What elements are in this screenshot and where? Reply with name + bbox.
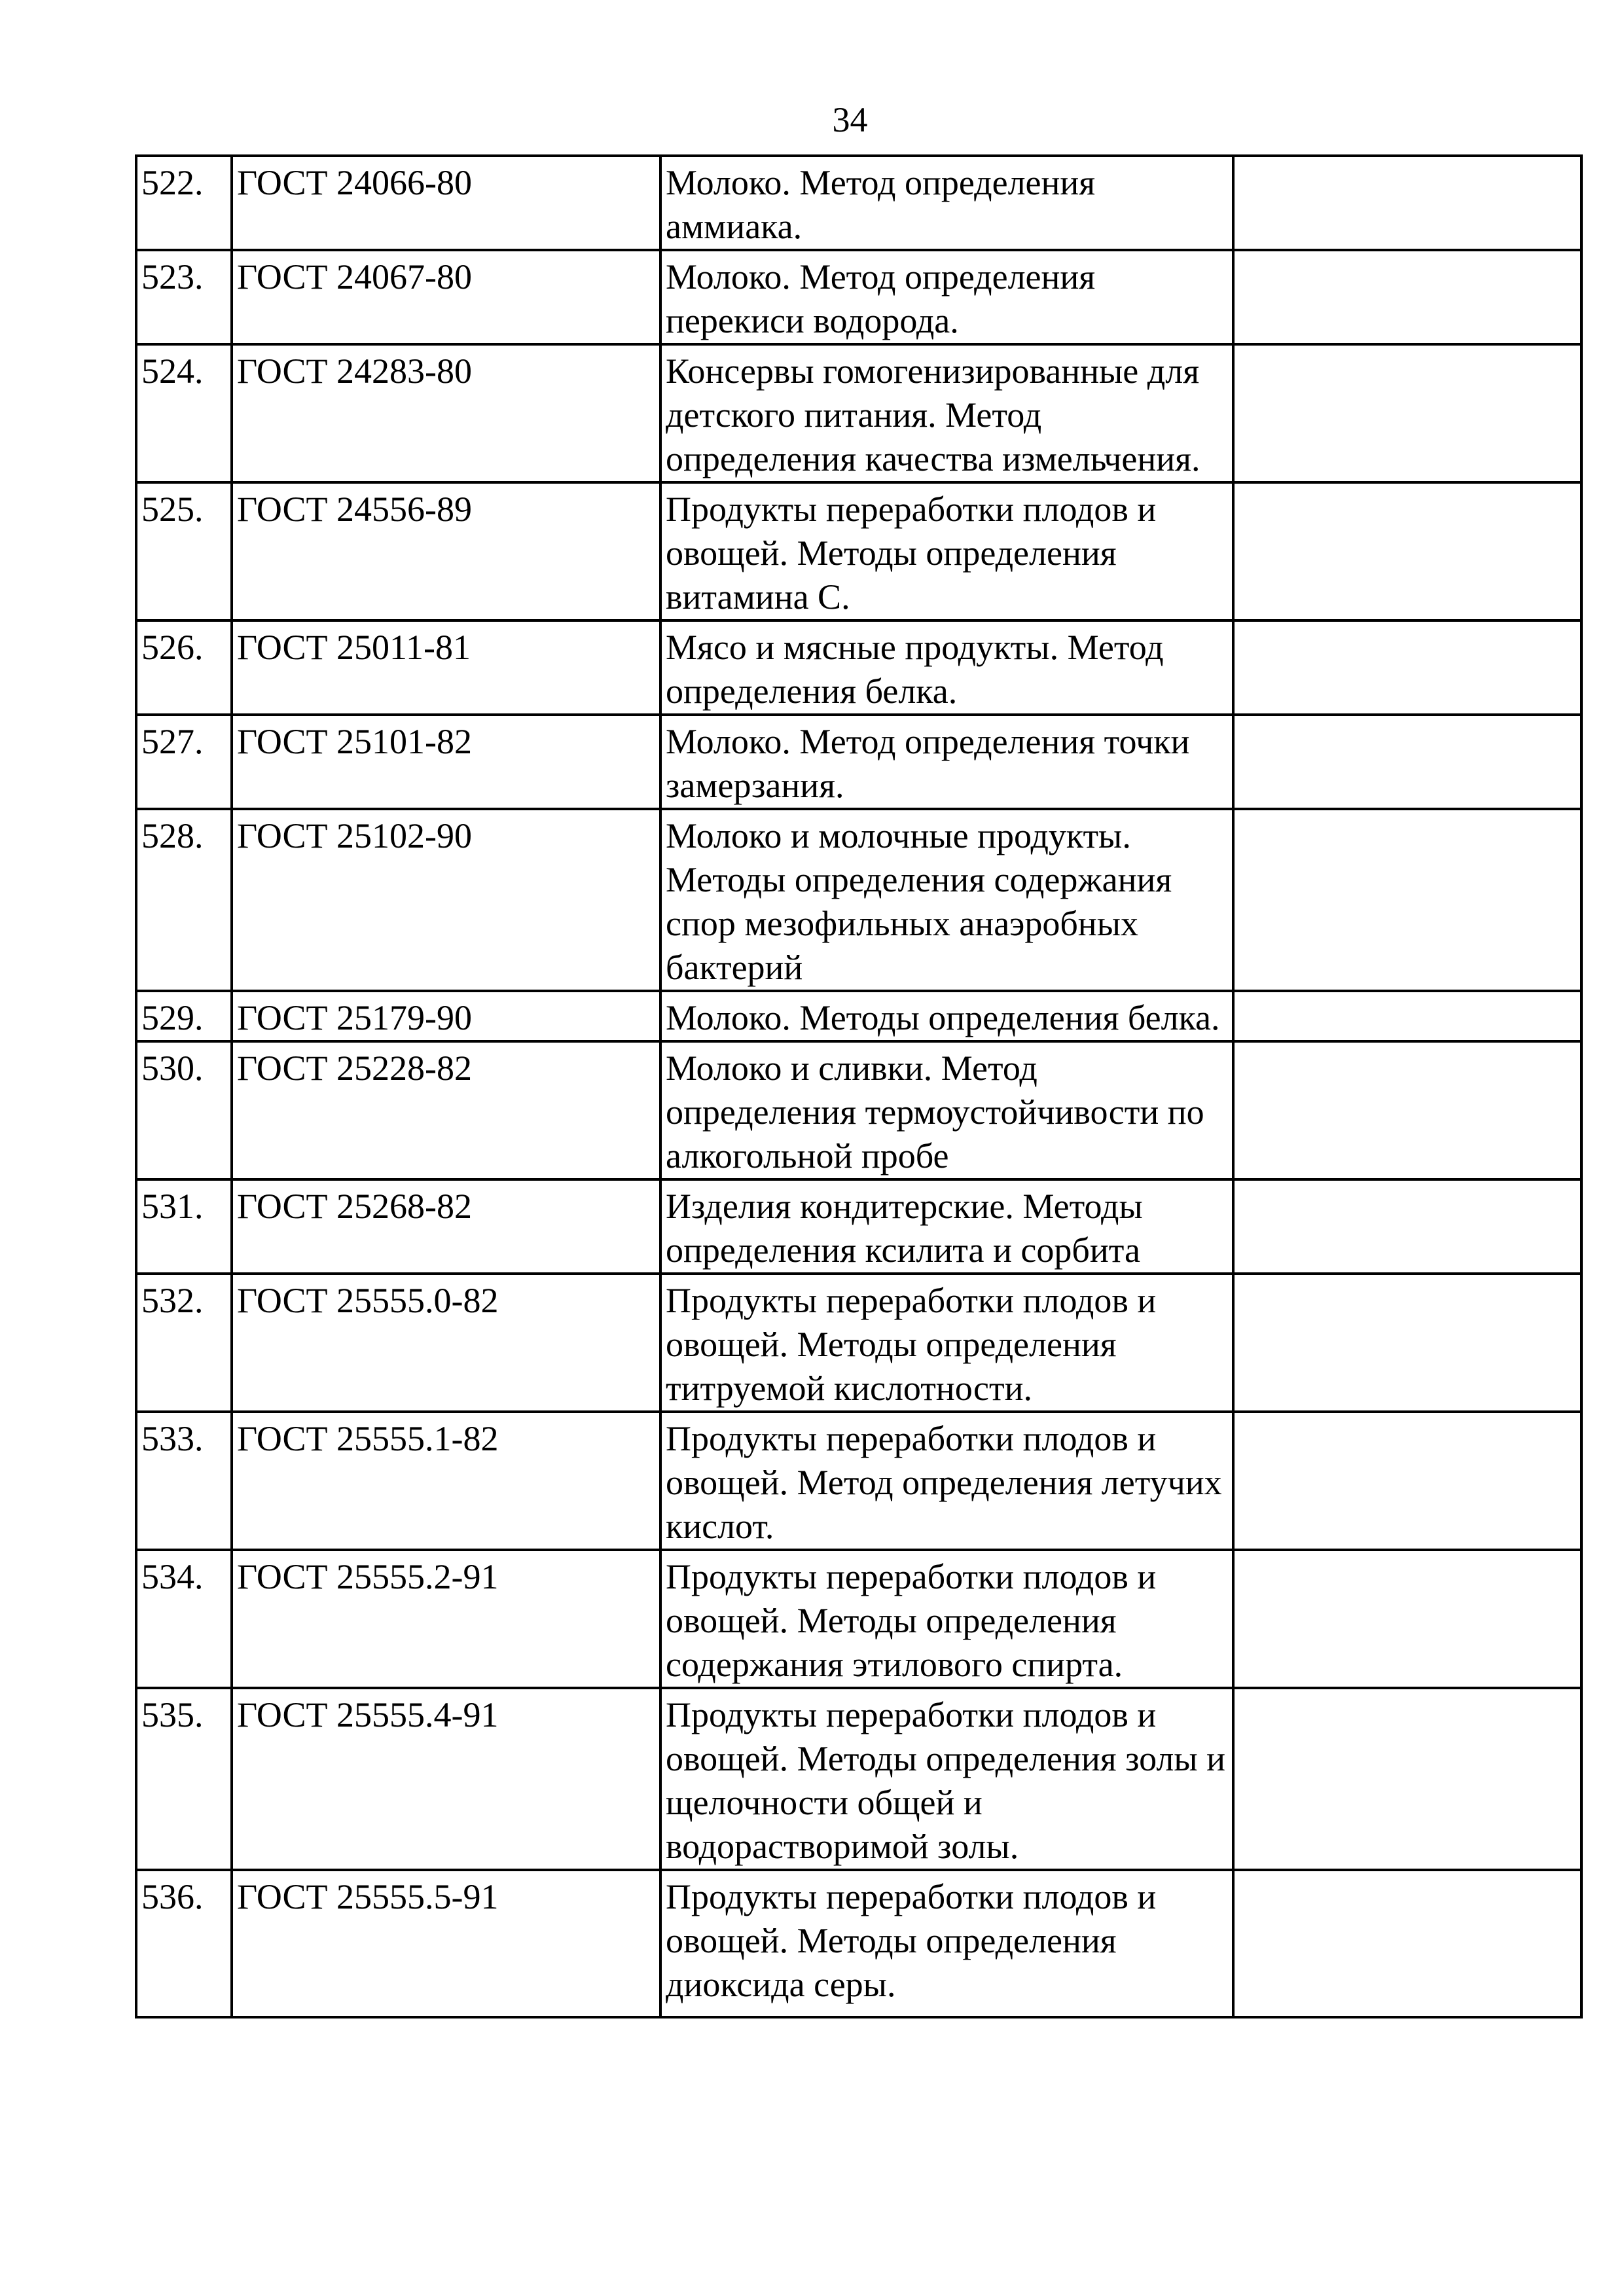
standard-code: ГОСТ 24066-80 — [232, 156, 660, 250]
standard-title: Продукты переработки плодов и овощей. Методы определения титруемой кислотности. — [660, 1274, 1233, 1412]
row-number: 536. — [136, 1870, 232, 2017]
standard-code: ГОСТ 25555.0-82 — [232, 1274, 660, 1412]
standard-code: ГОСТ 25102-90 — [232, 809, 660, 991]
standard-code: ГОСТ 25011-81 — [232, 620, 660, 715]
note-cell — [1233, 1870, 1581, 2017]
table-row — [136, 1179, 1581, 1274]
standard-title: Молоко. Метод определения точки замерзания. — [660, 715, 1233, 809]
table-row — [136, 482, 1581, 620]
row-number: 526. — [136, 620, 232, 715]
standard-title: Консервы гомогенизированные для детского питания. Метод определения качества измельчения. — [660, 344, 1233, 482]
row-number: 532. — [136, 1274, 232, 1412]
table-row — [136, 1688, 1581, 1870]
standard-code: ГОСТ 25179-90 — [232, 991, 660, 1041]
note-cell — [1233, 482, 1581, 620]
table-row — [136, 1550, 1581, 1688]
row-number: 530. — [136, 1041, 232, 1179]
note-cell — [1233, 156, 1581, 250]
note-cell — [1233, 344, 1581, 482]
row-number: 534. — [136, 1550, 232, 1688]
row-number: 524. — [136, 344, 232, 482]
row-number: 528. — [136, 809, 232, 991]
standard-code: ГОСТ 25555.5-91 — [232, 1870, 660, 2017]
table-row — [136, 715, 1581, 809]
standard-title: Продукты переработки плодов и овощей. Методы определения содержания этилового спирта. — [660, 1550, 1233, 1688]
standard-code: ГОСТ 25228-82 — [232, 1041, 660, 1179]
table-row — [136, 250, 1581, 344]
note-cell — [1233, 1412, 1581, 1550]
standard-title: Продукты переработки плодов и овощей. Методы определения золы и щелочности общей и водорастворимой золы. — [660, 1688, 1233, 1870]
row-number: 531. — [136, 1179, 232, 1274]
standard-title: Молоко и молочные продукты. Методы определения содержания спор мезофильных анаэробных бактерий — [660, 809, 1233, 991]
page-number: 34 — [832, 100, 868, 139]
row-number: 535. — [136, 1688, 232, 1870]
note-cell — [1233, 1179, 1581, 1274]
standard-code: ГОСТ 24067-80 — [232, 250, 660, 344]
standard-title: Продукты переработки плодов и овощей. Методы определения витамина С. — [660, 482, 1233, 620]
standard-code: ГОСТ 24283-80 — [232, 344, 660, 482]
standard-title: Продукты переработки плодов и овощей. Метод определения летучих кислот. — [660, 1412, 1233, 1550]
table-row — [136, 1041, 1581, 1179]
standard-title: Молоко. Метод определения аммиака. — [660, 156, 1233, 250]
row-number: 525. — [136, 482, 232, 620]
table-row — [136, 344, 1581, 482]
standards-table — [135, 154, 1583, 2018]
table-row — [136, 620, 1581, 715]
standard-code: ГОСТ 24556-89 — [232, 482, 660, 620]
table-row — [136, 1274, 1581, 1412]
table-body — [136, 156, 1581, 2017]
standard-code: ГОСТ 25268-82 — [232, 1179, 660, 1274]
standard-title: Изделия кондитерские. Методы определения ксилита и сорбита — [660, 1179, 1233, 1274]
standard-code: ГОСТ 25555.2-91 — [232, 1550, 660, 1688]
row-number: 529. — [136, 991, 232, 1041]
note-cell — [1233, 1274, 1581, 1412]
row-number: 522. — [136, 156, 232, 250]
row-number: 527. — [136, 715, 232, 809]
standard-code: ГОСТ 25555.4-91 — [232, 1688, 660, 1870]
table-row — [136, 809, 1581, 991]
standard-title: Продукты переработки плодов и овощей. Методы определения диоксида серы. — [660, 1870, 1233, 2017]
note-cell — [1233, 809, 1581, 991]
note-cell — [1233, 715, 1581, 809]
note-cell — [1233, 1550, 1581, 1688]
note-cell — [1233, 991, 1581, 1041]
note-cell — [1233, 620, 1581, 715]
standard-title: Молоко и сливки. Метод определения термоустойчивости по алкогольной пробе — [660, 1041, 1233, 1179]
note-cell — [1233, 1041, 1581, 1179]
row-number: 523. — [136, 250, 232, 344]
table-row — [136, 1412, 1581, 1550]
note-cell — [1233, 250, 1581, 344]
table-row — [136, 156, 1581, 250]
standard-code: ГОСТ 25555.1-82 — [232, 1412, 660, 1550]
standard-title: Молоко. Методы определения белка. — [660, 991, 1233, 1041]
standard-code: ГОСТ 25101-82 — [232, 715, 660, 809]
row-number: 533. — [136, 1412, 232, 1550]
table-row — [136, 1870, 1581, 2017]
standard-title: Молоко. Метод определения перекиси водорода. — [660, 250, 1233, 344]
table-row — [136, 991, 1581, 1041]
standard-title: Мясо и мясные продукты. Метод определения белка. — [660, 620, 1233, 715]
note-cell — [1233, 1688, 1581, 1870]
